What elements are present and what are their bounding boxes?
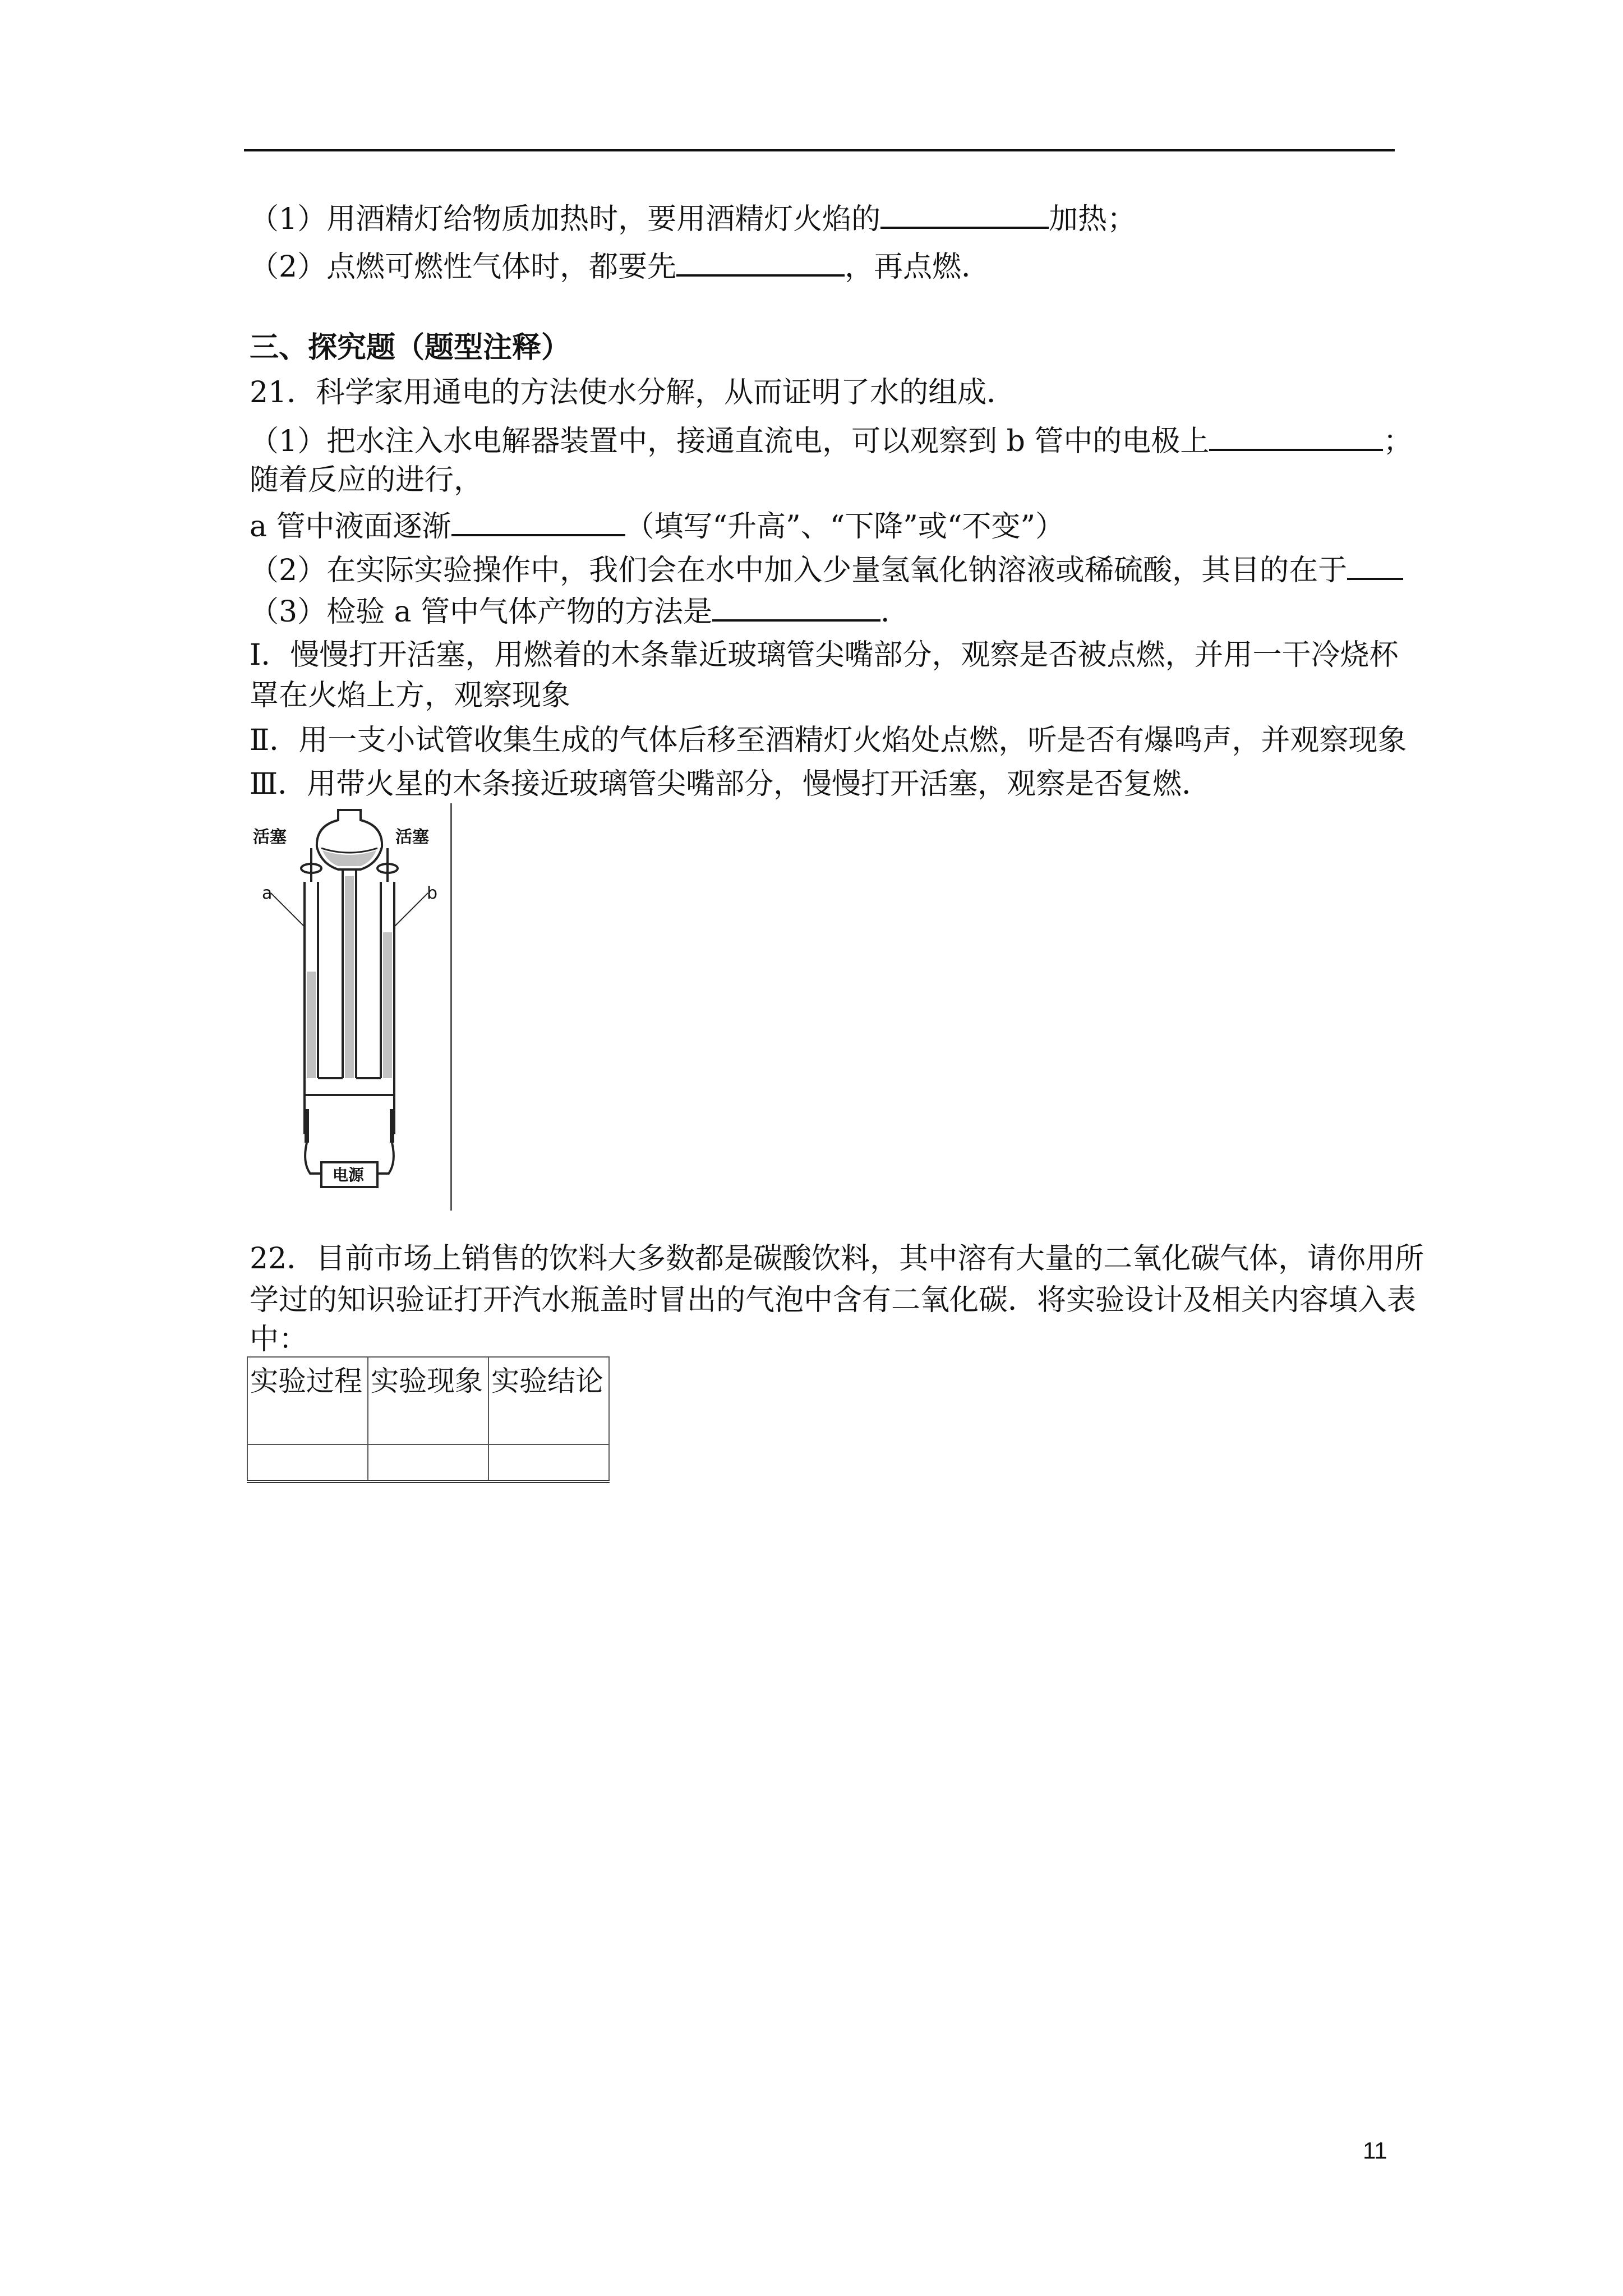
tube-a-label: a	[262, 884, 273, 903]
answer-blank[interactable]	[1347, 549, 1403, 580]
header-phenomenon: 实验现象	[368, 1357, 488, 1444]
q22-stem-cont: 学过的知识验证打开汽水瓶盖时冒出的气泡中含有二氧化碳．将实验设计及相关内容填入表	[250, 1283, 1417, 1317]
answer-blank[interactable]	[880, 197, 1049, 229]
q22-stem-end: 中：	[250, 1323, 308, 1356]
answer-blank[interactable]	[451, 505, 625, 536]
answer-blank[interactable]	[1209, 420, 1383, 451]
q21-option-2: Ⅱ．用一支小试管收集生成的气体后移至酒精灯火焰处点燃，听是否有爆鸣声，并观察现象	[250, 724, 1407, 757]
q21-part1: （1）把水注入水电解器装置中，接通直流电，可以观察到 b 管中的电极上 ；	[250, 420, 1412, 462]
answer-cell[interactable]	[368, 1444, 488, 1481]
answer-cell[interactable]	[488, 1444, 609, 1481]
section-heading: 三、探究题（题型注释）	[250, 330, 571, 365]
header-process: 实验过程	[247, 1357, 368, 1444]
experiment-table	[247, 1356, 610, 1483]
power-source-label: 电源	[333, 1166, 365, 1184]
header-rule	[244, 149, 1395, 151]
q21-part2: （2）在实际实验操作中，我们会在水中加入少量氢氧化钠溶液或稀硫酸，其目的在于	[250, 549, 1403, 591]
q21-part3: （3）检验 a 管中气体产物的方法是 ．	[250, 590, 910, 632]
q21-part1-cont: 随着反应的进行，	[250, 463, 483, 497]
right-valve-label: 活塞	[395, 827, 429, 847]
page-number: 11	[1363, 2137, 1387, 2164]
q21-option-1: Ⅰ．慢慢打开活塞，用燃着的木条靠近玻璃管尖嘴部分，观察是否被点燃，并用一干冷烧杯	[250, 638, 1399, 672]
answer-blank[interactable]	[712, 590, 880, 622]
q21-stem: 21．科学家用通电的方法使水分解，从而证明了水的组成．	[250, 376, 1016, 409]
q20-part1: （1）用酒精灯给物质加热时，要用酒精灯火焰的 加热；	[250, 197, 1136, 240]
tube-b-label: b	[427, 884, 438, 903]
answer-blank[interactable]	[676, 245, 845, 277]
q21-part1-liquid: a 管中液面逐渐 （填写“升高”、“下降”或“不变”）	[250, 505, 1064, 547]
header-conclusion: 实验结论	[488, 1357, 609, 1444]
answer-cell[interactable]	[247, 1444, 368, 1481]
electrolysis-apparatus-figure	[248, 803, 452, 1211]
q20-part2: （2）点燃可燃性气体时，都要先 ，再点燃．	[250, 245, 990, 287]
q22-stem: 22．目前市场上销售的饮料大多数都是碳酸饮料，其中溶有大量的二氧化碳气体，请你用所	[250, 1242, 1424, 1276]
left-valve-label: 活塞	[253, 827, 287, 847]
q21-option-3: Ⅲ．用带火星的木条接近玻璃管尖嘴部分，慢慢打开活塞，观察是否复燃．	[250, 767, 1211, 801]
q21-option-1-cont: 罩在火焰上方，观察现象	[250, 679, 571, 712]
